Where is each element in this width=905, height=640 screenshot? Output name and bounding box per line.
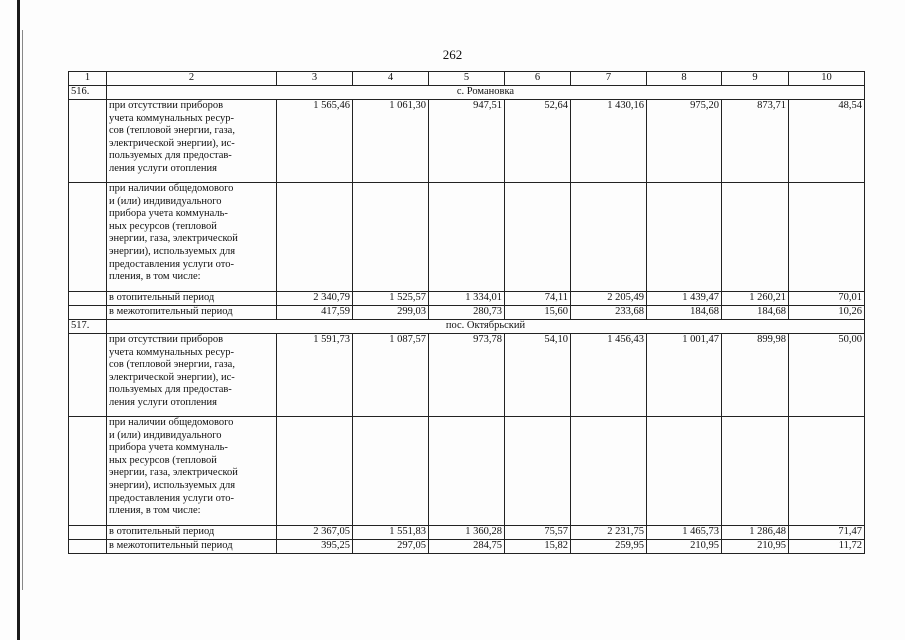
- table-row: [69, 540, 865, 554]
- value-cell: [647, 183, 722, 292]
- row-description: в межотопительный период: [107, 540, 277, 554]
- col-header: 8: [647, 72, 722, 86]
- table-row: [69, 292, 865, 306]
- empty-cell: [69, 183, 107, 292]
- value-cell: 1 565,46: [277, 100, 353, 183]
- row-description: при отсутствии приборов учета коммунальных ресур- сов (тепловой энергии, газа, электрической энергии), ис- пользуемых для предостав- ления услуги отопления: [107, 334, 277, 417]
- section-place: с. Романовка: [107, 86, 865, 100]
- value-cell: 48,54: [789, 100, 865, 183]
- value-cell: 2 367,05: [277, 526, 353, 540]
- section-number: 517.: [69, 320, 107, 334]
- value-cell: 1 430,16: [571, 100, 647, 183]
- value-cell: 899,98: [722, 334, 789, 417]
- empty-cell: [69, 540, 107, 554]
- empty-cell: [69, 306, 107, 320]
- col-header: 3: [277, 72, 353, 86]
- value-cell: 1 260,21: [722, 292, 789, 306]
- value-cell: 1 465,73: [647, 526, 722, 540]
- value-cell: 297,05: [353, 540, 429, 554]
- col-header: 9: [722, 72, 789, 86]
- value-cell: 54,10: [505, 334, 571, 417]
- col-header: 2: [107, 72, 277, 86]
- value-cell: [277, 417, 353, 526]
- value-cell: [789, 183, 865, 292]
- column-header-row: [69, 72, 865, 86]
- value-cell: 1 525,57: [353, 292, 429, 306]
- value-cell: 1 439,47: [647, 292, 722, 306]
- section-row: [69, 86, 865, 100]
- tariff-table: [68, 71, 865, 554]
- value-cell: 1 360,28: [429, 526, 505, 540]
- value-cell: 1 456,43: [571, 334, 647, 417]
- col-header: 6: [505, 72, 571, 86]
- table-row: [69, 526, 865, 540]
- value-cell: 1 591,73: [277, 334, 353, 417]
- value-cell: 975,20: [647, 100, 722, 183]
- row-description: в отопительный период: [107, 526, 277, 540]
- value-cell: 210,95: [722, 540, 789, 554]
- empty-cell: [69, 334, 107, 417]
- value-cell: 1 087,57: [353, 334, 429, 417]
- section-number: 516.: [69, 86, 107, 100]
- row-description: в межотопительный период: [107, 306, 277, 320]
- value-cell: [571, 417, 647, 526]
- value-cell: 184,68: [647, 306, 722, 320]
- value-cell: 1 551,83: [353, 526, 429, 540]
- value-cell: 947,51: [429, 100, 505, 183]
- empty-cell: [69, 292, 107, 306]
- value-cell: 15,82: [505, 540, 571, 554]
- value-cell: 70,01: [789, 292, 865, 306]
- col-header: 4: [353, 72, 429, 86]
- value-cell: [353, 183, 429, 292]
- value-cell: [647, 417, 722, 526]
- value-cell: 50,00: [789, 334, 865, 417]
- value-cell: 280,73: [429, 306, 505, 320]
- value-cell: [722, 417, 789, 526]
- empty-cell: [69, 417, 107, 526]
- table-row: [69, 100, 865, 183]
- value-cell: [571, 183, 647, 292]
- value-cell: 10,26: [789, 306, 865, 320]
- row-description: при отсутствии приборов учета коммунальных ресур- сов (тепловой энергии, газа, электрической энергии), ис- пользуемых для предостав- ления услуги отопления: [107, 100, 277, 183]
- table-row: [69, 306, 865, 320]
- value-cell: 210,95: [647, 540, 722, 554]
- row-description: при наличии общедомового и (или) индивидуального прибора учета коммуналь- ных ресурсов (тепловой энергии, газа, электрической энергии), используемых для предоставления услуги ото- пления, в том числе:: [107, 417, 277, 526]
- value-cell: [429, 183, 505, 292]
- value-cell: [505, 183, 571, 292]
- value-cell: 1 334,01: [429, 292, 505, 306]
- value-cell: [353, 417, 429, 526]
- col-header: 5: [429, 72, 505, 86]
- value-cell: 1 061,30: [353, 100, 429, 183]
- section-row: [69, 320, 865, 334]
- col-header: 1: [69, 72, 107, 86]
- value-cell: 75,57: [505, 526, 571, 540]
- value-cell: [505, 417, 571, 526]
- value-cell: [277, 183, 353, 292]
- value-cell: 2 340,79: [277, 292, 353, 306]
- value-cell: 873,71: [722, 100, 789, 183]
- scan-shadow-line: [22, 30, 23, 590]
- value-cell: 417,59: [277, 306, 353, 320]
- table-row: [69, 417, 865, 526]
- value-cell: 11,72: [789, 540, 865, 554]
- value-cell: [429, 417, 505, 526]
- scan-binding-edge: [17, 0, 20, 640]
- value-cell: 2 231,75: [571, 526, 647, 540]
- empty-cell: [69, 526, 107, 540]
- value-cell: 1 286,48: [722, 526, 789, 540]
- value-cell: 284,75: [429, 540, 505, 554]
- table-row: [69, 183, 865, 292]
- col-header: 7: [571, 72, 647, 86]
- value-cell: 2 205,49: [571, 292, 647, 306]
- row-description: в отопительный период: [107, 292, 277, 306]
- value-cell: 1 001,47: [647, 334, 722, 417]
- value-cell: 299,03: [353, 306, 429, 320]
- value-cell: 973,78: [429, 334, 505, 417]
- value-cell: 52,64: [505, 100, 571, 183]
- value-cell: 233,68: [571, 306, 647, 320]
- value-cell: [789, 417, 865, 526]
- value-cell: 15,60: [505, 306, 571, 320]
- empty-cell: [69, 100, 107, 183]
- value-cell: 259,95: [571, 540, 647, 554]
- value-cell: 184,68: [722, 306, 789, 320]
- section-place: пос. Октябрьский: [107, 320, 865, 334]
- col-header: 10: [789, 72, 865, 86]
- value-cell: [722, 183, 789, 292]
- value-cell: 71,47: [789, 526, 865, 540]
- value-cell: 74,11: [505, 292, 571, 306]
- value-cell: 395,25: [277, 540, 353, 554]
- page-number: 262: [442, 47, 463, 62]
- row-description: при наличии общедомового и (или) индивидуального прибора учета коммуналь- ных ресурсов (тепловой энергии, газа, электрической энергии), используемых для предоставления услуги ото- пления, в том числе:: [107, 183, 277, 292]
- table-row: [69, 334, 865, 417]
